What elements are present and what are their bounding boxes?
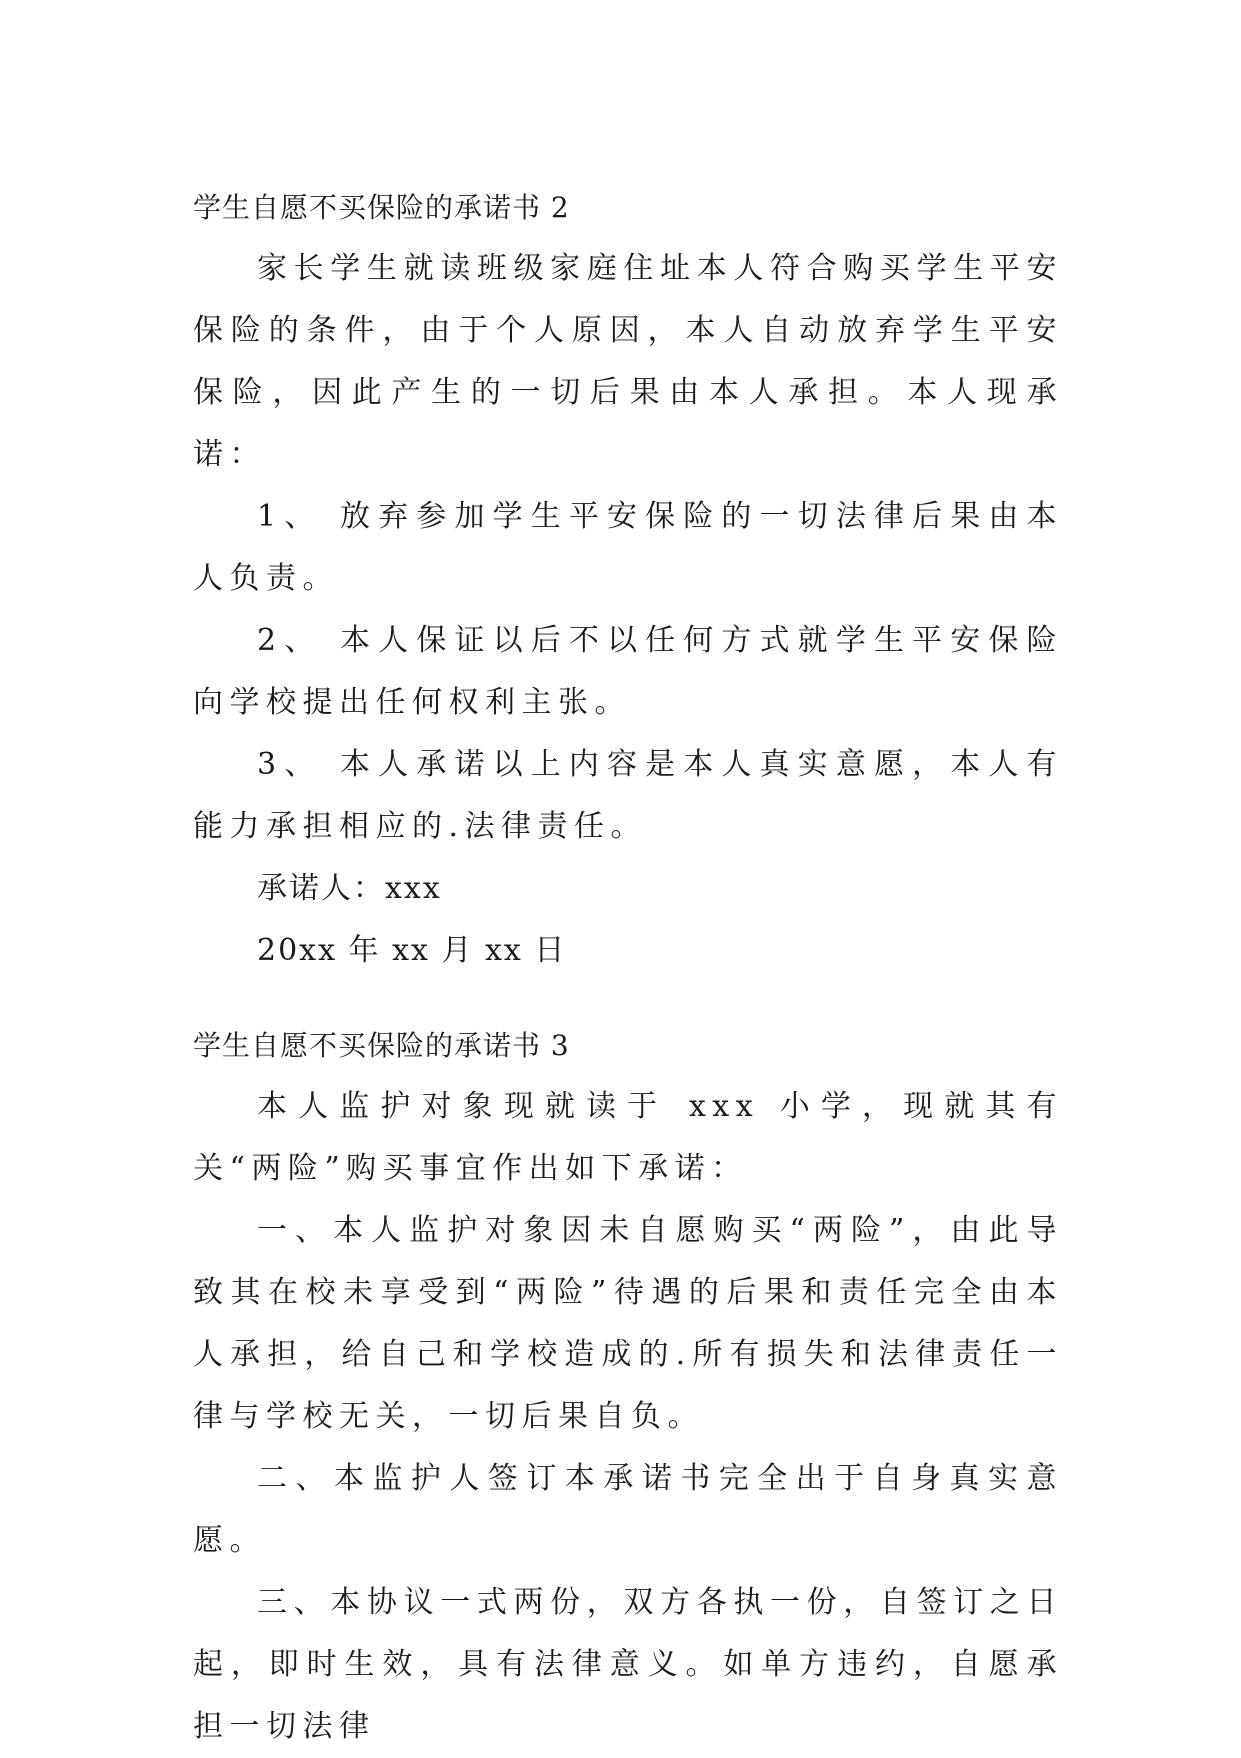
pledge-section-3 [193, 1026, 1063, 1758]
section-title: 学生自愿不买保险的承诺书 3 [193, 1029, 570, 1062]
paragraph-item-3: 三、本协议一式两份，双方各执一份，自签订之日起，即时生效，具有法律意义。如单方违约，自愿承担一切法律 [193, 1585, 1063, 1744]
document-page [193, 188, 1063, 1758]
section-title: 学生自愿不买保险的承诺书 2 [193, 191, 570, 224]
paragraph-item-1: 1、 放弃参加学生平安保险的一切法律后果由本人负责。 [193, 499, 1063, 596]
paragraph-item-1: 一、本人监护对象因未自愿购买“两险”，由此导致其在校未享受到“两险”待遇的后果和责任完全由本人承担，给自己和学校造成的.所有损失和法律责任一律与学校无关，一切后果自负。 [193, 1213, 1063, 1434]
paragraph-item-2: 二、本监护人签订本承诺书完全出于自身真实意愿。 [193, 1461, 1063, 1558]
paragraph-intro: 家长学生就读班级家庭住址本人符合购买学生平安保险的条件，由于个人原因，本人自动放弃学生平安保险，因此产生的一切后果由本人承担。本人现承诺： [193, 251, 1063, 472]
paragraph-item-2: 2、 本人保证以后不以任何方式就学生平安保险向学校提出任何权利主张。 [193, 623, 1063, 720]
pledge-section-2 [193, 188, 1063, 982]
date-line: 20xx 年 xx 月 xx 日 [257, 933, 567, 968]
signer-line: 承诺人：xxx [257, 871, 442, 906]
section-spacer [193, 982, 1063, 1026]
paragraph-item-3: 3、 本人承诺以上内容是本人真实意愿，本人有能力承担相应的.法律责任。 [193, 747, 1063, 844]
paragraph-intro: 本人监护对象现就读于 xxx 小学，现就其有关“两险”购买事宜作出如下承诺： [193, 1089, 1063, 1186]
